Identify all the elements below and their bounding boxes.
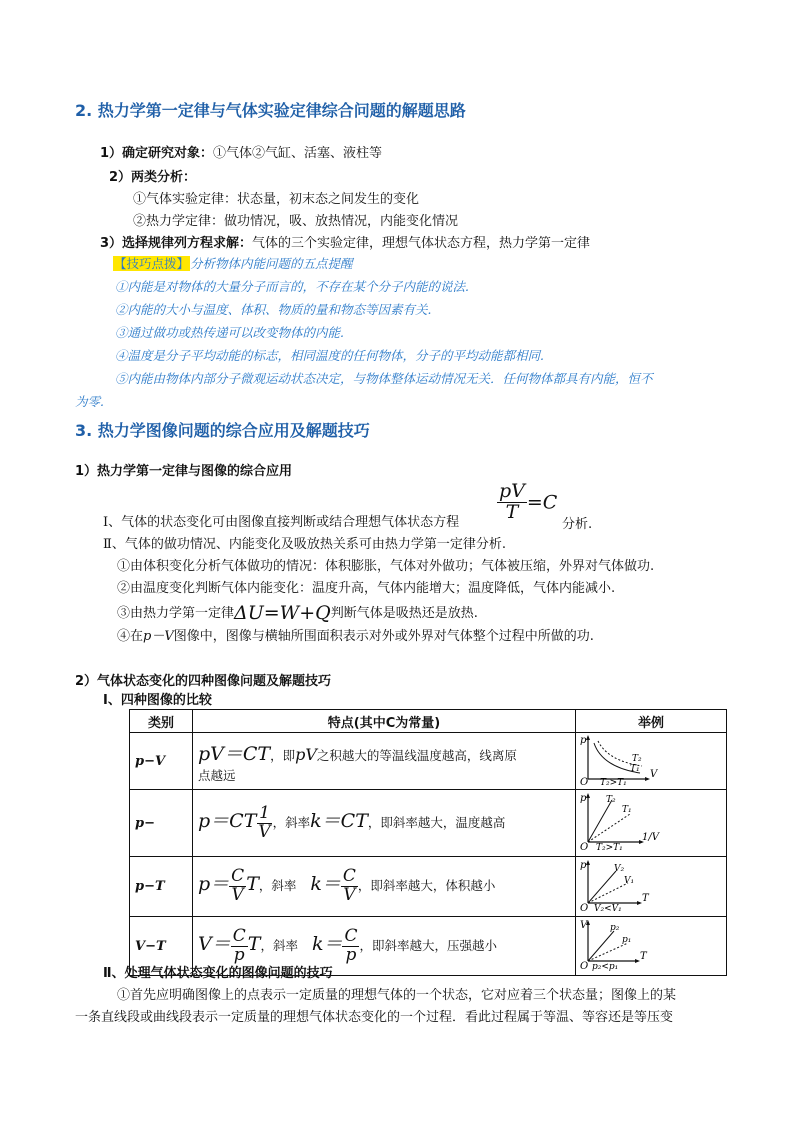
eq2: k＝ <box>311 932 343 955</box>
eq: V＝ <box>198 932 231 955</box>
section-3-title: 3. 热力学图像问题的综合应用及解题技巧 <box>75 421 370 440</box>
table-header-row <box>130 710 727 733</box>
row-category: p−T <box>130 857 193 917</box>
item-1-text: ①气体②气缸、活塞、液柱等 <box>213 146 383 161</box>
row-category: p−V <box>130 733 193 790</box>
state-eq-den: T <box>505 500 519 523</box>
axis-x-label: V <box>650 769 658 780</box>
table-row <box>130 733 727 790</box>
frac2-den: V <box>343 885 356 905</box>
eq-connector: ，斜率 <box>260 937 298 953</box>
state-equation-fraction <box>497 482 527 523</box>
tip-4: ④温度是分子平均动能的标志，相同温度的任何物体，分子的平均动能都相同. <box>115 348 544 363</box>
state-eq-num: pV <box>499 480 525 502</box>
example-caption: T₂>T₁ <box>596 843 623 853</box>
curve-label-2: T₁ <box>630 764 640 774</box>
example-caption: T₂>T₁ <box>600 778 627 786</box>
item-3-text: 气体的三个实验定律，理想气体状态方程，热力学第一定律 <box>252 236 591 251</box>
eq2: pV <box>295 744 317 764</box>
first-law-equation: ΔU=W+Q <box>234 602 331 624</box>
item-2-label: 2）两类分析： <box>109 170 197 185</box>
item-3 <box>100 232 590 251</box>
eq-tail: T <box>246 873 259 895</box>
eq: pV＝CT <box>198 742 271 765</box>
example-graph-pt <box>576 857 726 913</box>
item-1 <box>100 142 382 161</box>
frac-num: C <box>231 866 245 887</box>
frac-num: 1 <box>259 802 270 823</box>
origin-label: O <box>580 903 589 913</box>
eq2: k＝CT <box>310 809 368 832</box>
roman-1-post: 分析. <box>562 517 593 532</box>
tip-2: ②内能的大小与温度、体积、物质的量和物态等因素有关. <box>115 302 432 317</box>
line-label-2: T₁ <box>622 805 632 815</box>
state-equation <box>497 482 557 523</box>
tip-3: ③通过做功或热传递可以改变物体的内能. <box>115 325 344 340</box>
table-row <box>130 790 727 857</box>
table-row <box>130 857 727 917</box>
frac-den: V <box>258 821 271 842</box>
row-example <box>576 917 727 976</box>
eq-fraction <box>256 802 272 842</box>
example-graph-p-invv <box>576 790 726 853</box>
eq-connector: ，斜率 <box>272 814 311 830</box>
frac2-den: p <box>345 944 357 965</box>
eq-tail: T <box>247 932 261 955</box>
eq-connector: ，斜率 <box>258 878 297 893</box>
line-label-1: T₂ <box>606 795 616 805</box>
line-c-pre: ③由热力学第一定律 <box>117 606 235 621</box>
line-label-1: p₂ <box>610 923 620 933</box>
line-a: ①由体积变化分析气体做功的情况：体积膨胀，气体对外做功；气体被压缩，外界对气体做功. <box>117 559 655 574</box>
eq-fraction <box>231 925 248 965</box>
row-category: V−T <box>130 917 193 976</box>
sub-2: 2）气体状态变化的四种图像问题及解题技巧 <box>75 674 332 689</box>
line-d <box>117 625 594 644</box>
eq: p＝ <box>198 873 230 895</box>
row-example <box>576 733 727 790</box>
example-graph-vt <box>576 917 726 972</box>
line-b: ②由温度变化判断气体内能变化：温度升高，气体内能增大；温度降低，气体内能减小. <box>117 581 616 596</box>
axis-y-label: p <box>580 735 587 746</box>
roman-2: Ⅱ、气体的做功情况、内能变化及吸放热关系可由热力学第一定律分析. <box>103 537 506 552</box>
row-example <box>576 857 727 917</box>
line-d-symbol: p－V <box>143 629 174 644</box>
line-label-1: V₂ <box>614 864 625 874</box>
section-2-title: 2. 热力学第一定律与气体实验定律综合问题的解题思路 <box>75 101 466 120</box>
roman-comparison: Ⅰ、四种图像的比较 <box>103 693 212 708</box>
technique-line-1: ①首先应明确图像上的点表示一定质量的理想气体的一个状态，它对应着三个状态量；图像上的某 <box>117 988 677 1003</box>
item-3-label: 3）选择规律列方程求解： <box>100 236 253 251</box>
curve-label-1: T₂ <box>632 754 642 764</box>
row-text: 之积越大的等温线温度越高，线离原 <box>316 747 517 763</box>
eq2-fraction <box>342 925 359 965</box>
example-caption: V₂<V₁ <box>594 904 622 913</box>
eq2: k＝ <box>310 873 341 895</box>
item-1-label: 1）确定研究对象： <box>100 146 214 161</box>
tip-title: 分析物体内能问题的五点提醒 <box>190 256 353 271</box>
line-d-post: 图像中，图像与横轴所围面积表示对外或外界对气体整个过程中所做的功. <box>173 629 594 644</box>
line-c-post: 判断气体是吸热还是放热. <box>330 606 478 621</box>
axis-y-label: V <box>580 920 588 931</box>
technique-line-2: 一条直线段或曲线段表示一定质量的理想气体状态变化的一个过程．看此过程属于等温、等容还是等压变 <box>75 1010 674 1025</box>
eq2-fraction <box>341 868 358 905</box>
tip-tag: 【技巧点拨】 <box>114 256 190 271</box>
origin-label: O <box>580 777 589 786</box>
frac-den: p <box>233 944 245 965</box>
row-feature <box>193 857 576 917</box>
header-feature: 特点(其中C为常量) <box>193 710 576 733</box>
comparison-table <box>129 709 727 976</box>
eq-connector: ，即 <box>270 747 296 763</box>
roman-1-pre: Ⅰ、气体的状态变化可由图像直接判断或结合理想气体状态方程 <box>103 515 460 530</box>
item-2-b: ②热力学定律：做功情况，吸、放热情况，内能变化情况 <box>133 214 459 229</box>
frac-den: V <box>231 885 244 905</box>
frac2-num: C <box>342 866 356 887</box>
tip-5-cont: 为零. <box>75 394 104 409</box>
line-d-pre: ④在 <box>117 629 144 644</box>
axis-y-label: p <box>580 860 587 871</box>
line-label-2: V₁ <box>624 876 635 886</box>
axis-x-label: T <box>642 893 649 904</box>
state-eq-rhs: =C <box>526 491 558 514</box>
item-2-a: ①气体实验定律：状态量，初末态之间发生的变化 <box>133 192 420 207</box>
row-text: ，即斜率越大，压强越小 <box>359 937 497 953</box>
frac2-num: C <box>344 925 358 946</box>
example-caption: p₂<p₁ <box>592 962 619 972</box>
axis-x-label: T <box>640 951 647 962</box>
tip-heading <box>113 254 353 272</box>
row-feature <box>193 790 576 857</box>
roman-technique: Ⅱ、处理气体状态变化的图像问题的技巧 <box>103 966 333 981</box>
line-c <box>117 602 478 624</box>
eq-fraction <box>229 868 246 905</box>
example-graph-pv <box>576 733 726 786</box>
origin-label: O <box>580 842 589 853</box>
axis-y-label: p <box>580 793 587 804</box>
row-text: ，即斜率越大，体积越小 <box>357 878 496 893</box>
row-feature <box>193 733 576 790</box>
tip-5: ⑤内能由物体内部分子微观运动状态决定，与物体整体运动情况无关．任何物体都具有内能，恒不 <box>115 371 653 386</box>
header-example: 举例 <box>576 710 727 733</box>
sub-1: 1）热力学第一定律与图像的综合应用 <box>75 464 293 479</box>
line-label-2: p₁ <box>622 935 632 945</box>
row-text: ，即斜率越大，温度越高 <box>367 814 506 830</box>
header-category: 类别 <box>130 710 193 733</box>
frac-num: C <box>232 925 246 946</box>
row-text-2: 点越远 <box>198 767 236 783</box>
eq: p＝CT <box>198 809 257 832</box>
tip-1: ①内能是对物体的大量分子而言的，不存在某个分子内能的说法. <box>115 279 469 294</box>
row-category: p− <box>130 790 193 857</box>
origin-label: O <box>580 961 589 972</box>
row-example <box>576 790 727 857</box>
axis-x-label: 1/V <box>642 832 659 843</box>
